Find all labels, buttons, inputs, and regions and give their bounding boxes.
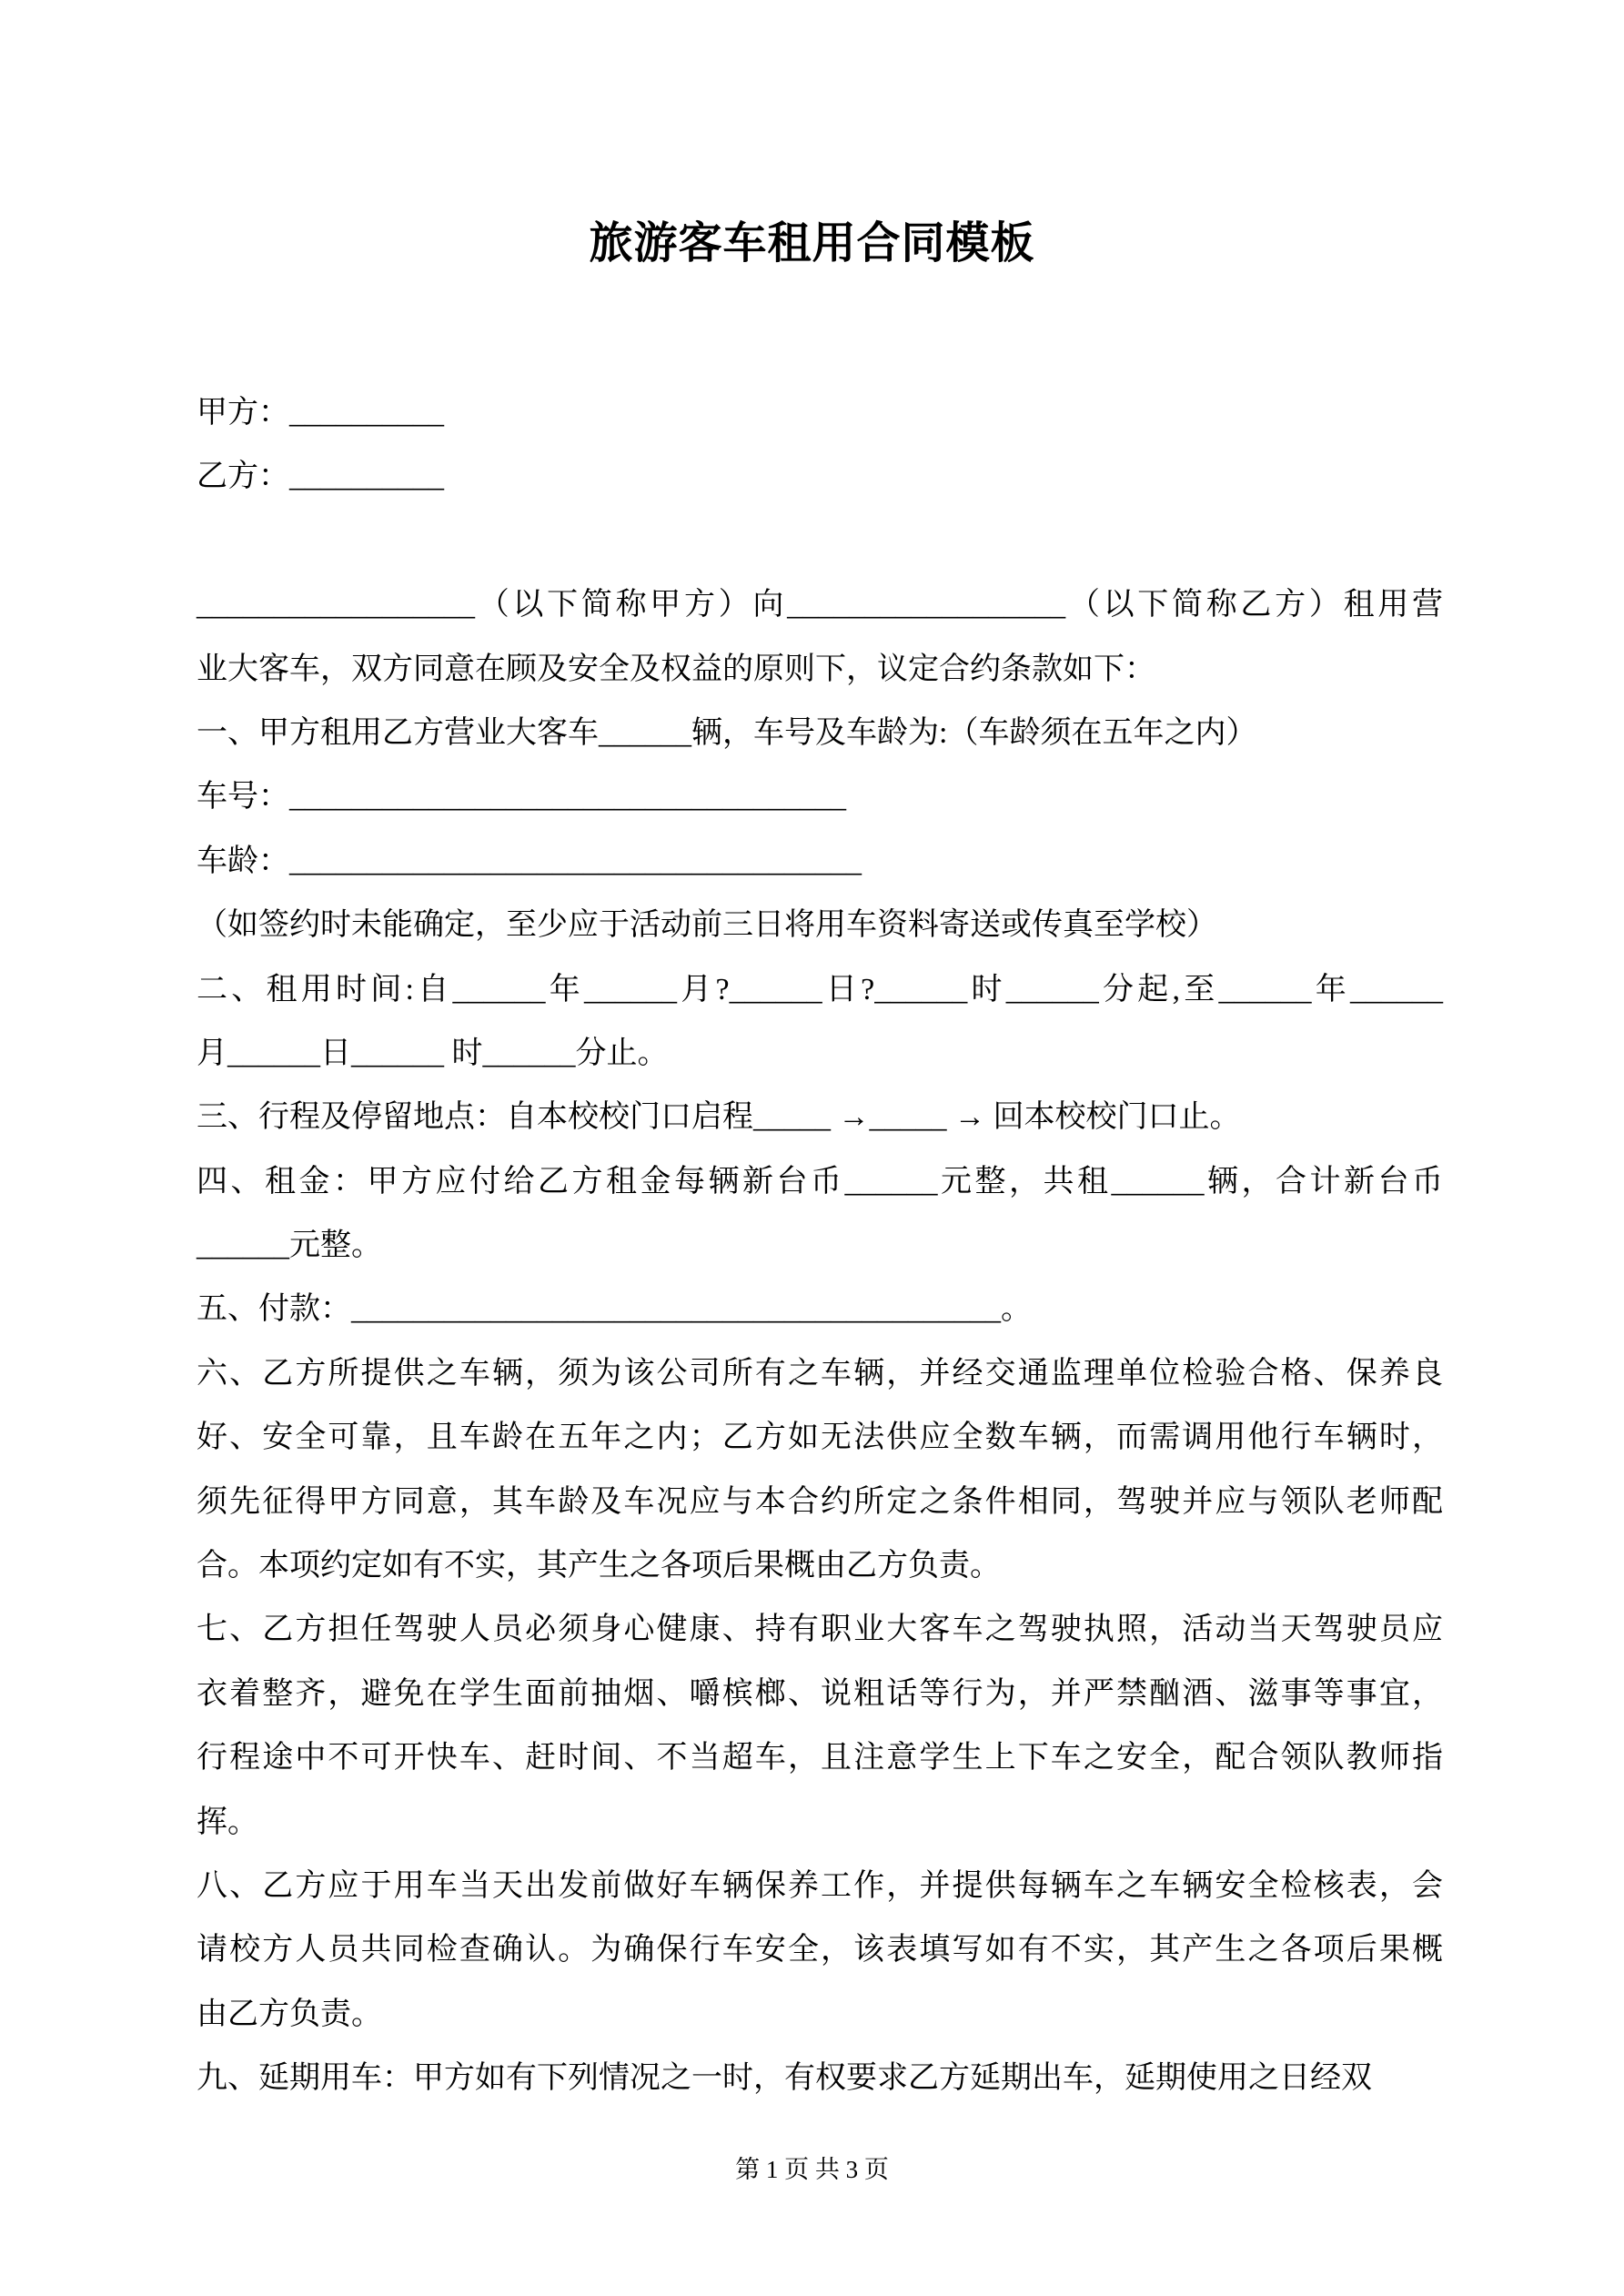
vehicle-age-line: 车龄：_____________________________________: [197, 844, 862, 878]
clause-8-line: 由乙方负责。: [197, 1997, 382, 2031]
document-title: 旅游客车租用合同模板: [589, 219, 1035, 268]
clause-7-line: 挥。: [197, 1805, 258, 1839]
clause-2-line: 二、租用时间:自______年______月?______日?______时______分起,至______年______: [197, 972, 1443, 1006]
contract-body: [197, 381, 1443, 2111]
plate-number-line: 车号：____________________________________: [197, 780, 846, 814]
clause-3-line: 三、行程及停留地点：自本校校门口启程_____ →_____ → 回本校校门口止。: [197, 1100, 1241, 1135]
intro-line: __________________（以下简称甲方）向__________________（以下简称乙方）租用营: [197, 588, 1443, 622]
page-footer: 第 1 页 共 3 页: [735, 2156, 889, 2183]
clause-8-line: 八、乙方应于用车当天出发前做好车辆保养工作，并提供每辆车之车辆安全检核表，会: [197, 1868, 1443, 1903]
clause-5-line: 五、付款：__________________________________________。: [197, 1292, 1032, 1327]
clause-6-line: 好、安全可靠，且车龄在五年之内；乙方如无法供应全数车辆，而需调用他行车辆时，: [197, 1421, 1443, 1455]
clause-7-line: 衣着整齐，避免在学生面前抽烟、嚼槟榔、说粗话等行为，并严禁酗酒、滋事等事宜，: [197, 1676, 1443, 1711]
clause-6-line: 合。本项约定如有不实，其产生之各项后果概由乙方负责。: [197, 1549, 1001, 1583]
clause-8-line: 请校方人员共同检查确认。为确保行车安全，该表填写如有不实，其产生之各项后果概: [197, 1933, 1443, 1967]
party-a-field: 甲方：__________: [197, 396, 444, 430]
intro-line: 业大客车，双方同意在顾及安全及权益的原则下，议定合约条款如下：: [197, 652, 1155, 686]
clause-7-line: 七、乙方担任驾驶人员必须身心健康、持有职业大客车之驾驶执照，活动当天驾驶员应: [197, 1613, 1443, 1647]
party-b-field: 乙方：__________: [197, 460, 444, 494]
clause-4-line: 四、租金：甲方应付给乙方租金每辆新台币______元整，共租______辆，合计新台币: [197, 1164, 1443, 1199]
clause-6-line: 六、乙方所提供之车辆，须为该公司所有之车辆，并经交通监理单位检验合格、保养良: [197, 1356, 1443, 1391]
clause-7-line: 行程途中不可开快车、赶时间、不当超车，且注意学生上下车之安全，配合领队教师指: [197, 1741, 1443, 1775]
note-line: （如签约时未能确定，至少应于活动前三日将用车资料寄送或传真至学校）: [197, 908, 1217, 943]
clause-9-line: 九、延期用车：甲方如有下列情况之一时，有权要求乙方延期出车，延期使用之日经双: [197, 2061, 1372, 2096]
clause-6-line: 须先征得甲方同意，其车龄及车况应与本合约所定之条件相同，驾驶并应与领队老师配: [197, 1484, 1443, 1519]
clause-4-line: ______元整。: [197, 1229, 382, 1263]
clause-2-line: 月______日______ 时______分止。: [197, 1036, 669, 1070]
spacer: [197, 510, 1443, 573]
clause-1-line: 一、甲方租用乙方营业大客车______辆，车号及车龄为:（车龄须在五年之内）: [197, 715, 1257, 750]
